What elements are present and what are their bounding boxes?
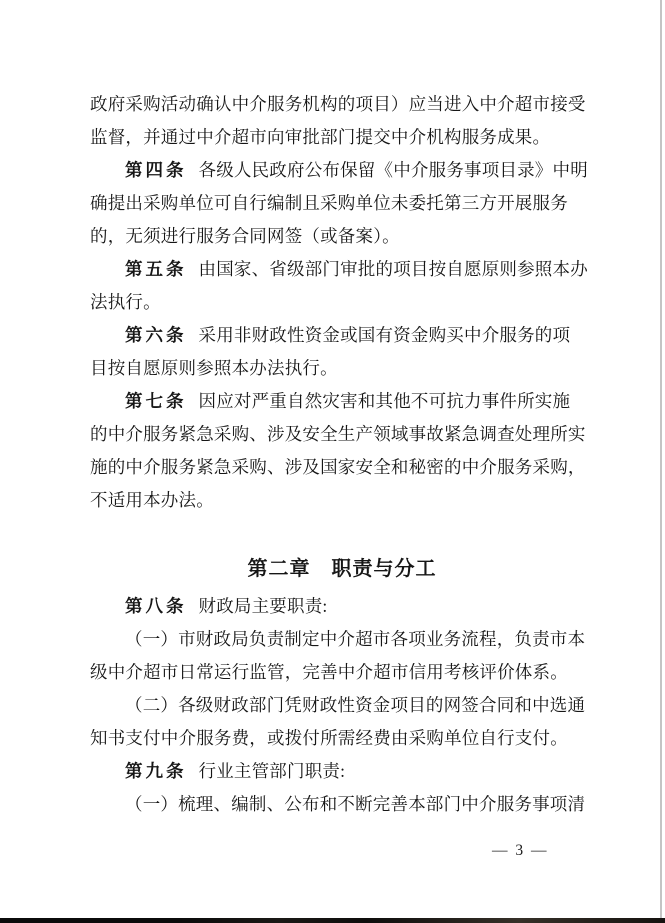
article-number: 第九条 <box>125 761 187 781</box>
text-line: 确提出采购单位可自行编制且采购单位未委托第三方开展服务 <box>90 193 568 213</box>
text-line: 第六条 采用非财政性资金或国有资金购买中介服务的项 <box>125 325 571 345</box>
text-line: （一）梳理、编制、公布和不断完善本部门中介服务事项清 <box>125 794 586 814</box>
article-number: 第五条 <box>125 259 187 279</box>
text-line: 目按自愿原则参照本办法执行。 <box>90 358 338 378</box>
text-line: 政府采购活动确认中介服务机构的项目）应当进入中介超市接受 <box>90 94 586 114</box>
article-number: 第七条 <box>125 391 187 411</box>
text-line: 第八条 财政局主要职责: <box>125 596 328 616</box>
text-line: 级中介超市日常运行监管，完善中介超市信用考核评价体系。 <box>90 662 568 682</box>
text-line: 的，无须进行服务合同网签（或备案）。 <box>90 226 400 246</box>
text-line: 第七条 因应对严重自然灾害和其他不可抗力事件所实施 <box>125 391 571 411</box>
article-number: 第四条 <box>125 160 187 180</box>
page-number: — 3 — <box>492 842 549 859</box>
text-line: 第九条 行业主管部门职责: <box>125 761 346 781</box>
text-line: 第五条 由国家、省级部门审批的项目按自愿原则参照本办 <box>125 259 588 279</box>
text-line: 施的中介服务紧急采购、涉及国家安全和秘密的中介服务采购， <box>90 457 586 477</box>
scan-right-edge <box>660 0 663 919</box>
text-line: 监督，并通过中介超市向审批部门提交中介机构服务成果。 <box>90 127 551 147</box>
text-line: 的中介服务紧急采购、涉及安全生产领域事故紧急调查处理所实 <box>90 424 586 444</box>
text-line: 不适用本办法。 <box>90 490 214 510</box>
text-line: 法执行。 <box>90 292 161 312</box>
scan-bottom-edge <box>0 918 665 923</box>
text-line: （一）市财政局负责制定中介超市各项业务流程，负责市本 <box>125 629 586 649</box>
text-line: 第四条 各级人民政府公布保留《中介服务事项目录》中明 <box>125 160 588 180</box>
chapter-heading: 第二章 职责与分工 <box>247 558 437 580</box>
document-body <box>90 88 590 821</box>
text-line: 知书支付中介服务费，或拨付所需经费由采购单位自行支付。 <box>90 728 568 748</box>
article-number: 第六条 <box>125 325 187 345</box>
article-number: 第八条 <box>125 596 187 616</box>
text-line: （二）各级财政部门凭财政性资金项目的网签合同和中选通 <box>125 695 586 715</box>
